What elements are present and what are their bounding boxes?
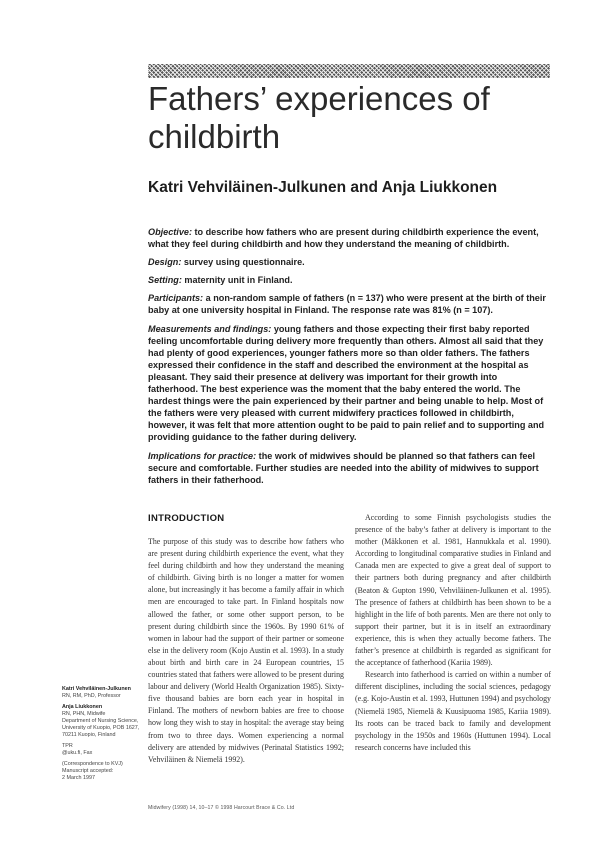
affiliation-line: 2 March 1997 [62, 775, 95, 781]
abstract-participants [148, 292, 548, 316]
decorative-header-bar [148, 64, 550, 78]
affiliation-name: Anja Liukkonen [62, 704, 103, 710]
affiliation-name: Katri Vehviläinen-Julkunen [62, 686, 131, 692]
abstract-implications [148, 450, 548, 486]
body-column-right [355, 512, 551, 754]
abstract-label: Participants: [148, 293, 204, 304]
affiliation-line: TPR [62, 743, 73, 749]
abstract-label: Objective: [148, 227, 192, 237]
abstract-label: Implications for practice: [148, 450, 257, 461]
abstract-label: Design: [148, 257, 182, 268]
article-title: Fathers’ experiences of childbirth [148, 80, 490, 155]
abstract-text: maternity unit in Finland. [181, 275, 293, 286]
abstract-objective [148, 226, 548, 250]
section-heading-introduction: INTRODUCTION [148, 513, 225, 524]
affiliation-line: @uku.fi, Fax [62, 750, 93, 756]
abstract-label: Setting: [148, 275, 182, 286]
author-affiliations [62, 686, 142, 782]
body-paragraph: According to some Finnish psychologists studies the presence of the baby’s father at delivery is important to the mother (Mäkkonen et al. 1981, Hannukkala et al. 1990). According to longitudinal comparative studies in Finland and Canada men are expected to give a great deal of support to their partners both during pregnancy and after childbirth (Beaton & Gupton 1990, Vehviläinen-Julkunen et al. 1995). The presence of fathers at childbirth has been shown to be a highlight in the life of both parents. Men are there not only to support their partner, but it is in itself an extraordinary experience, this is when they actually become fathers. The father’s presence at childbirth is regarded as significant for the acceptance of fatherhood (Kariia 1989). [355, 513, 551, 668]
abstract-label: Measurements and findings: [148, 323, 272, 334]
abstract-design [148, 256, 548, 268]
abstract-text: to describe how fathers who are present during childbirth experience the event, what they feel during childbirth and how they understand the meaning of childbirth. [148, 227, 539, 250]
journal-footer: Midwifery (1998) 14, 10–17 © 1998 Harcourt Brace & Co. Ltd [148, 805, 295, 811]
abstract-text: a non-random sample of fathers (n = 137) who were present at the birth of their baby at one university hospital in Finland. The response rate was 81% (n = 107). [148, 293, 546, 316]
body-paragraph: Research into fatherhood is carried on within a number of different disciplines, including the social sciences, pedagogy (e.g. Kojo-Austin et al. 1993, Huttunen 1994) and psychology (Niemelä 1985, Niemelä & Kuusipuoma 1985, Kariia 1989). Its roots can be traced back to family and development psychology in the 1950s and 1960s (Huttunen 1994). Local research concerns have included this [355, 670, 551, 752]
abstract-findings [148, 323, 548, 444]
abstract [148, 226, 548, 492]
affiliation-line: Department of Nursing Science, University of Kuopio, POB 1627, 70211 Kuopio, Finland [62, 718, 140, 738]
article-authors: Katri Vehviläinen-Julkunen and Anja Liukkonen [148, 179, 498, 196]
abstract-text: young fathers and those expecting their first baby reported feeling uncomfortable during delivery more frequently than others. Almost all said that they had plenty of good experiences, younger fathers more so than older fathers. The fathers expressed their confidence in the staff and described the environment at the hospital as pleasant. They said their presence at delivery was important for their growth into fatherhood. The best experience was the moment that the baby entered the world. The hardest things were the pain experienced by their partner and being unable to help. Most of the fathers were very pleased with current midwifery practices followed in childbirth, however, it was felt that more attention ought to be paid to pain relief and to supporting and providing guidance to the father during delivery. [148, 323, 545, 443]
affiliation-line: RN, PHN, Midwife [62, 711, 106, 717]
affiliation-line: (Correspondence to KVJ) [62, 761, 123, 767]
abstract-setting [148, 274, 548, 286]
abstract-text: survey using questionnaire. [181, 257, 305, 268]
abstract-text: the work of midwives should be planned so that fathers can feel secure and comfortable. Further studies are needed into the ability of midwives to support fathers in their fatherhood. [148, 450, 539, 485]
body-paragraph: The purpose of this study was to describe how fathers who are present during childbirth experience the event, what they feel during childbirth and how they understand the meaning of childbirth. Giving birth is no longer a matter for women alone, but increasingly it has become a family affair in which men are encouraged to take part. In Finland hospitals now allowed the father, or some other support person, to be present during childbirth since the 1960s. By 1990 61% of women in labour had the support of their partner or someone else in the delivery room (Kojo Austin et al. 1993). In a study about birth and birth care in 24 European countries, 15 countries stated that fathers were allowed to be present during labour and delivery (World Health Organization 1985). Sixty-five thousand babies are born each year in hospital in Finland. The mothers of newborn babies are free to choose how long they wish to stay in hospital: the average stay being from two to three days. Women experiencing a normal delivery are attended by midwives (Perinatal Statistics 1992; Vehviläinen & Niemelä 1992). [148, 537, 344, 764]
affiliation-line: Manuscript accepted: [62, 768, 114, 774]
affiliation-line: RN, RM, PhD, Professor [62, 693, 121, 699]
body-column-left [148, 536, 344, 766]
